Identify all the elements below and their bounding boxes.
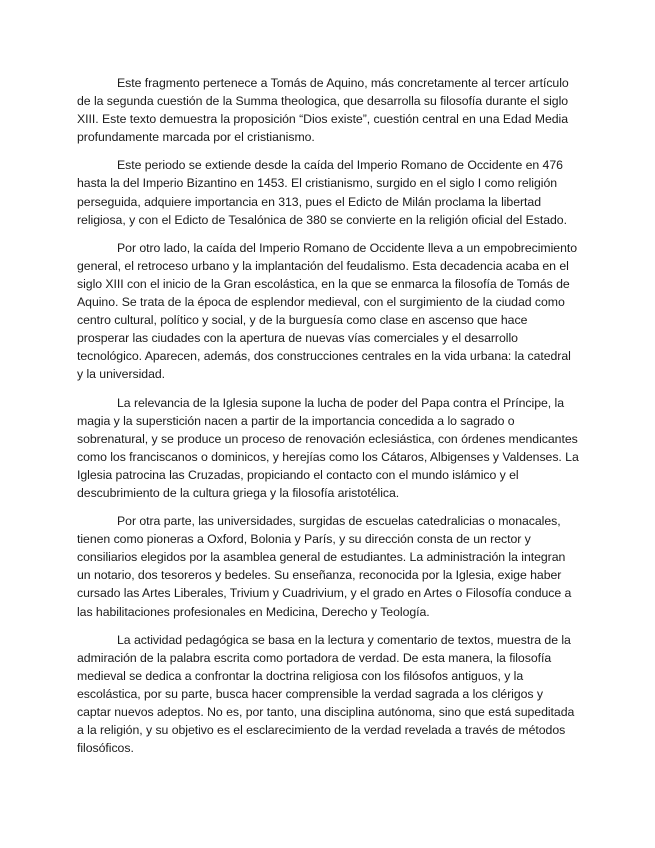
paragraph-6: La actividad pedagógica se basa en la lectura y comentario de textos, muestra de la admiración de la palabra escrita como portadora de verdad. De esta manera, la filosofía medieval se dedica a confrontar la doctrina religiosa con los filósofos antiguos, y la escolástica, por su parte, busca hacer comprensible la verdad sagrada a los clérigos y captar nuevos adeptos. No es, por tanto, una disciplina autónoma, sino que está supeditada a la religión, y su objetivo es el esclarecimiento de la verdad revelada a través de métodos filosóficos. [77,632,575,756]
document-body [77,74,579,767]
paragraph-2: Este periodo se extiende desde la caída del Imperio Romano de Occidente en 476 hasta la del Imperio Bizantino en 1453. El cristianismo, surgido en el siglo I como religión perseguida, adquiere importancia en 313, pues el Edicto de Milán proclama la libertad religiosa, y con el Edicto de Tesalónica de 380 se convierte en la religión oficial del Estado. [77,158,567,227]
paragraph-5: Por otra parte, las universidades, surgidas de escuelas catedralicias o monacales, tienen como pioneras a Oxford, Bolonia y París, y su dirección consta de un rector y consiliarios elegidos por la asamblea general de estudiantes. La administración la integran un notario, dos tesoreros y bedeles. Su enseñanza, reconocida por la Iglesia, exige haber cursado las Artes Liberales, Trivium y Cuadrivium, y el grado en Artes o Filosofía conduce a las habilitaciones profesionales en Medicina, Derecho y Teología. [77,514,572,619]
paragraph-4: La relevancia de la Iglesia supone la lucha de poder del Papa contra el Príncipe, la magia y la superstición nacen a partir de la importancia concedida a lo sagrado o sobrenatural, y se produce un proceso de renovación eclesiástica, con órdenes mendicantes como los franciscanos o dominicos, y herejías como los Cátaros, Albigenses y Valdenses. La Iglesia patrocina las Cruzadas, propiciando el contacto con el mundo islámico y el descubrimiento de la cultura griega y la filosofía aristotélica. [77,395,579,500]
paragraph-1: Este fragmento pertenece a Tomás de Aquino, más concretamente al tercer artículo de la segunda cuestión de la Summa theologica, que desarrolla su filosofía durante el siglo XIII. Este texto demuestra la proposición “Dios existe”, cuestión central en una Edad Media profundamente marcada por el cristianismo. [77,76,569,145]
paragraph-3: Por otro lado, la caída del Imperio Romano de Occidente lleva a un empobrecimiento general, el retroceso urbano y la implantación del feudalismo. Esta decadencia acaba en el siglo XIII con el inicio de la Gran escolástica, en la que se enmarca la filosofía de Tomás de Aquino. Se trata de la época de esplendor medieval, con el surgimiento de la ciudad como centro cultural, político y social, y de la burguesía como clase en ascenso que hace prosperar las ciudades con la apertura de nuevas vías comerciales y el desarrollo tecnológico. Aparecen, además, dos construcciones centrales en la vida urbana: la catedral y la universidad. [77,240,578,382]
